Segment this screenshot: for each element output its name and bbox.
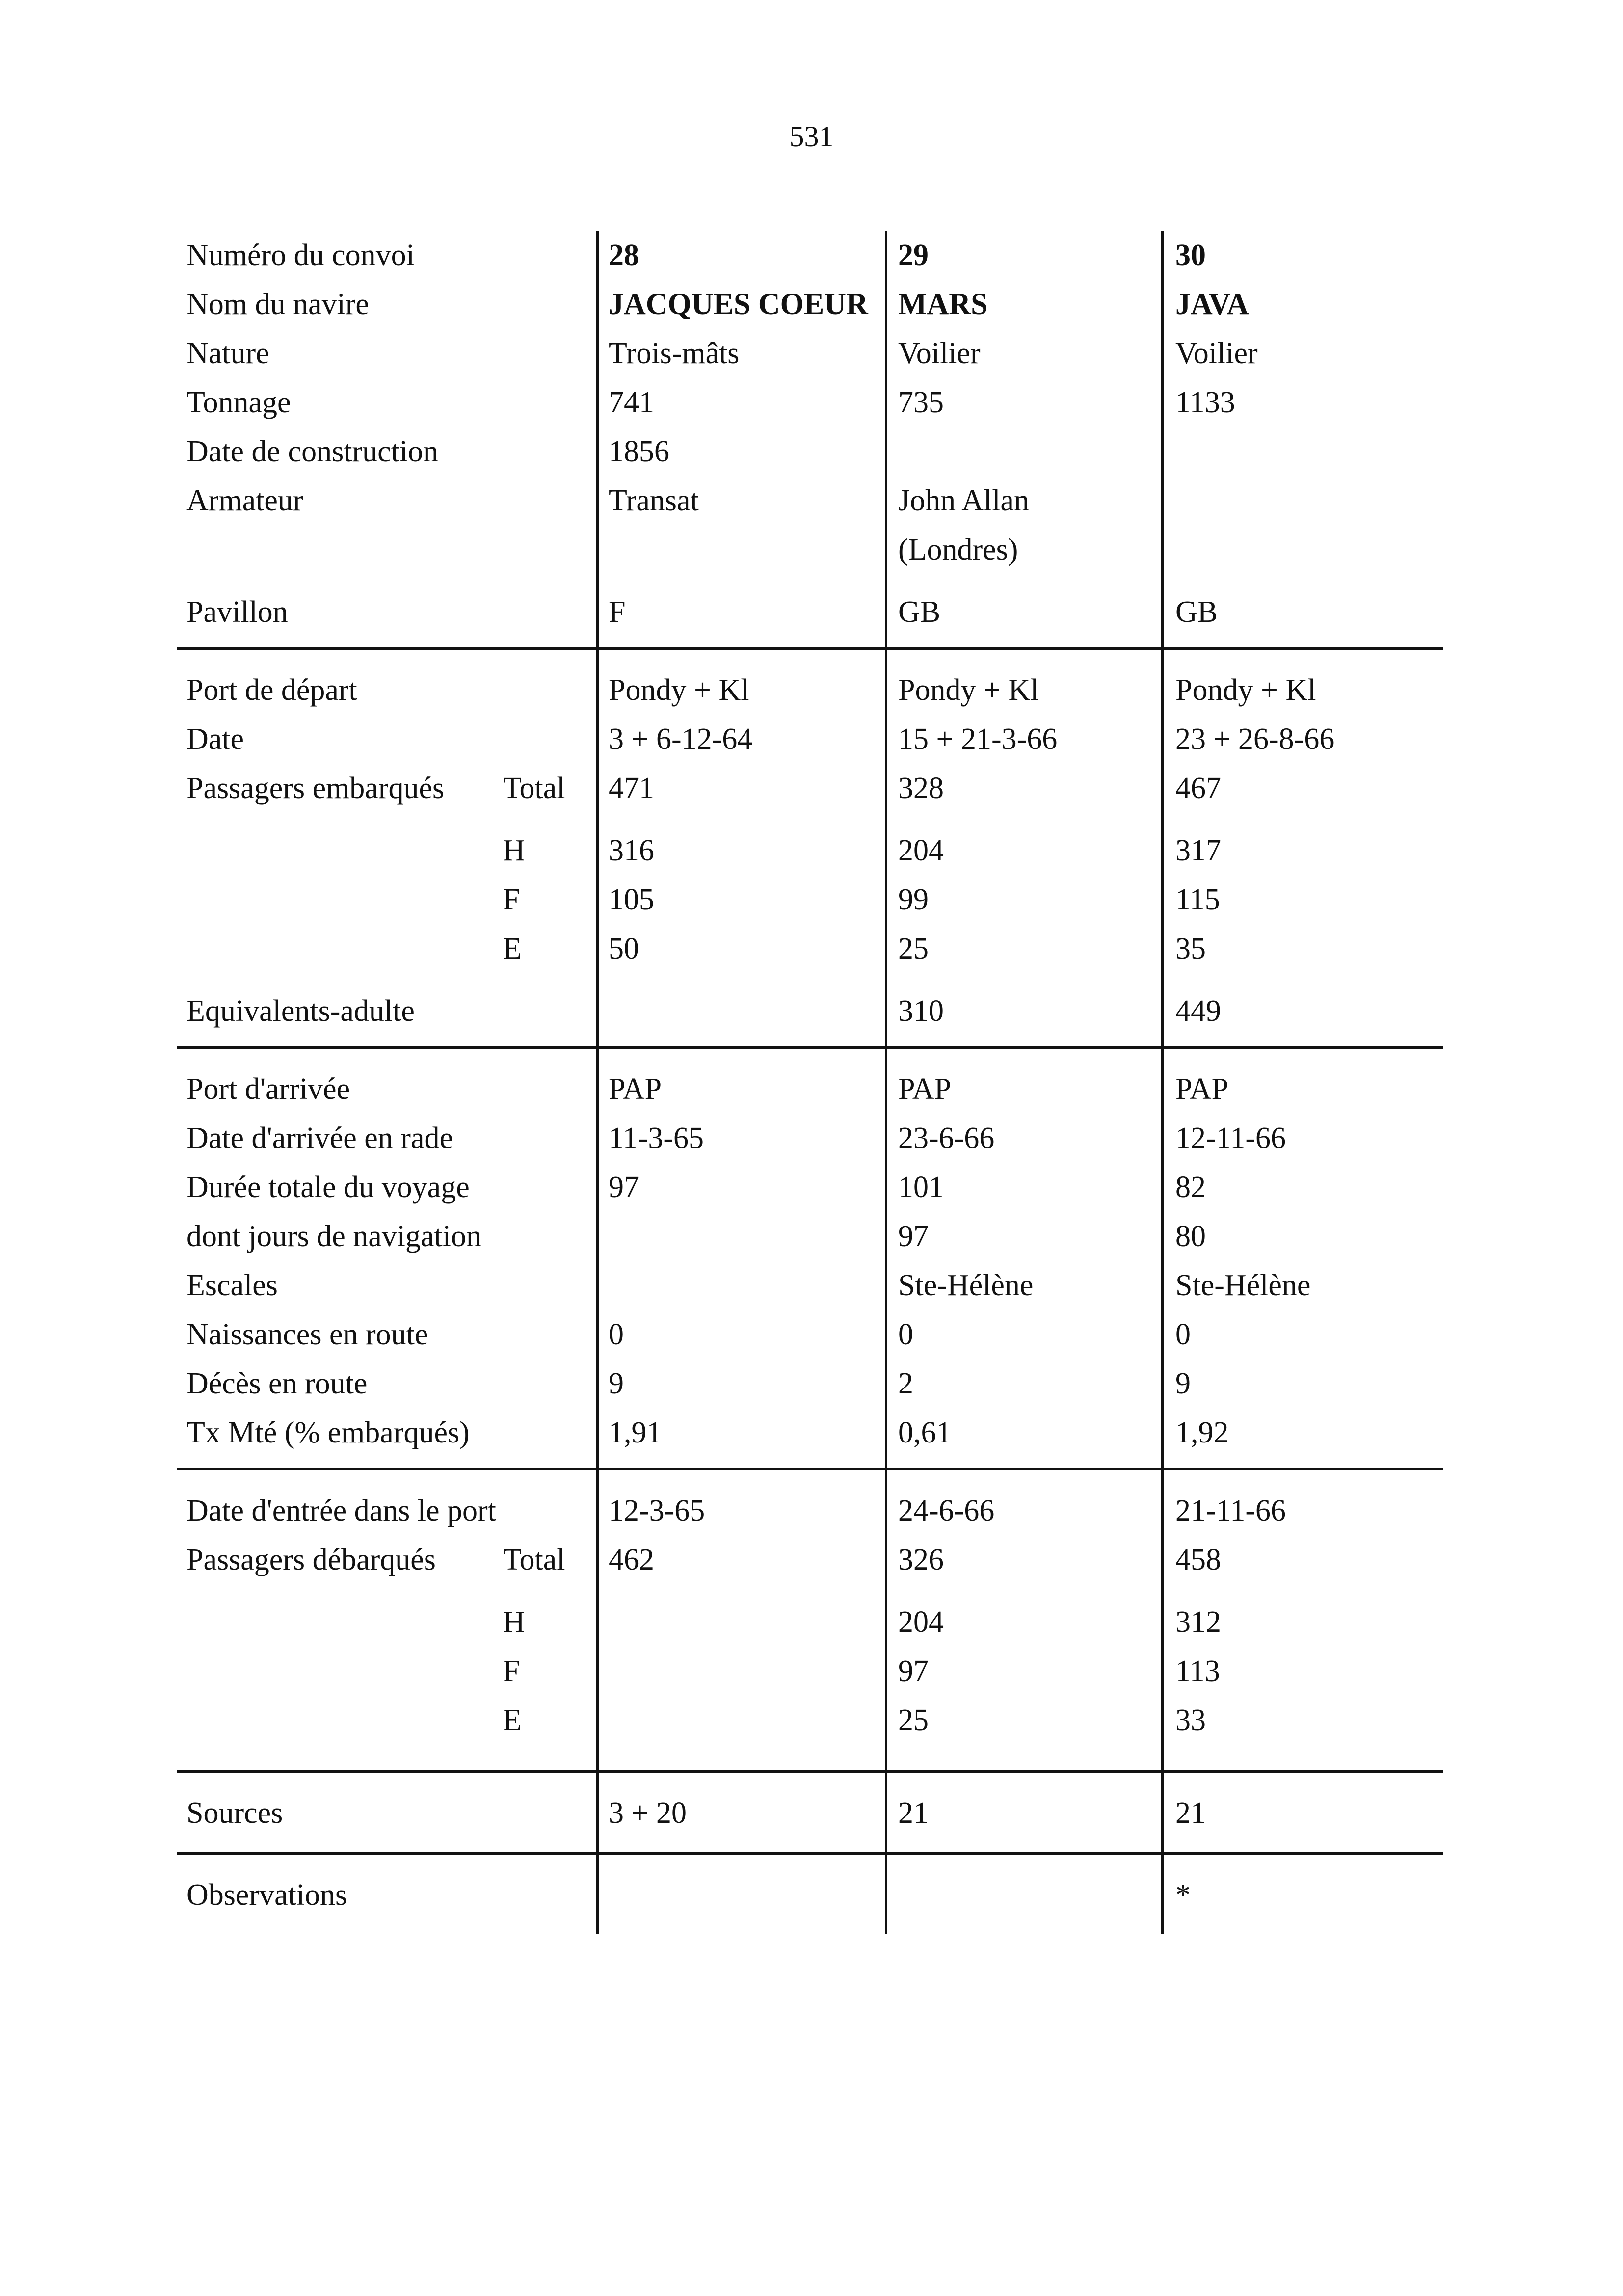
construction-date-row — [177, 427, 1443, 476]
sub-label: E — [503, 932, 522, 965]
ship-name-cell: MARS — [898, 288, 988, 321]
convoy-number-cell: 29 — [898, 239, 929, 272]
observations-row — [177, 1870, 1443, 1920]
births-cell: 0 — [898, 1318, 913, 1351]
sub-label: H — [503, 834, 525, 867]
convoy-ledger-table — [177, 231, 1443, 1934]
embarked-women-cell: 99 — [898, 883, 929, 916]
births-cell: 0 — [1175, 1318, 1191, 1351]
owner-cell: John Allan — [898, 484, 1029, 517]
stops-row — [177, 1261, 1443, 1310]
departure-section — [177, 647, 1443, 1046]
convoy-number-row — [177, 231, 1443, 280]
row-label: dont jours de navigation — [186, 1220, 481, 1253]
port-entry-date-row — [177, 1486, 1443, 1535]
arrival-date-cell: 12-11-66 — [1175, 1121, 1286, 1155]
voyage-duration-cell: 97 — [609, 1171, 639, 1204]
row-label: Nature — [186, 337, 269, 370]
sources-section — [177, 1770, 1443, 1852]
voyage-section — [177, 1046, 1443, 1468]
embarked-men-row — [177, 826, 1443, 875]
nature-cell: Voilier — [1175, 337, 1258, 370]
embarked-total-row — [177, 764, 1443, 813]
mortality-rate-cell: 1,92 — [1175, 1416, 1229, 1449]
row-label: Durée totale du voyage — [186, 1171, 470, 1204]
mortality-rate-row — [177, 1408, 1443, 1457]
stops-cell: Ste-Hélène — [898, 1269, 1034, 1302]
sub-label: E — [503, 1704, 522, 1737]
embarked-children-cell: 35 — [1175, 932, 1206, 965]
ship-name-cell: JAVA — [1175, 288, 1249, 321]
row-label: Naissances en route — [186, 1318, 428, 1351]
embarked-total-cell: 328 — [898, 772, 944, 805]
flag-row — [177, 587, 1443, 637]
arrival-port-cell: PAP — [898, 1072, 952, 1106]
convoy-number-cell: 30 — [1175, 239, 1206, 272]
embarked-total-cell: 471 — [609, 772, 654, 805]
embarked-men-cell: 204 — [898, 834, 944, 867]
departure-port-cell: Pondy + Kl — [609, 673, 749, 707]
sub-label: Total — [503, 1543, 565, 1576]
departure-port-cell: Pondy + Kl — [898, 673, 1039, 707]
sub-label: F — [503, 1655, 520, 1688]
sources-cell: 21 — [898, 1796, 929, 1830]
adult-equivalents-row — [177, 987, 1443, 1036]
embarked-women-row — [177, 875, 1443, 924]
tonnage-cell: 1133 — [1175, 386, 1235, 419]
tonnage-cell: 741 — [609, 386, 654, 419]
sources-row — [177, 1789, 1443, 1838]
port-entry-date-cell: 12-3-65 — [609, 1494, 705, 1527]
departure-date-cell: 23 + 26-8-66 — [1175, 722, 1335, 756]
mortality-rate-cell: 0,61 — [898, 1416, 952, 1449]
deaths-cell: 2 — [898, 1367, 913, 1400]
tonnage-row — [177, 378, 1443, 427]
landed-women-cell: 97 — [898, 1655, 929, 1688]
owner-row — [177, 476, 1443, 525]
landed-children-row — [177, 1696, 1443, 1745]
embarked-children-cell: 50 — [609, 932, 639, 965]
sailing-days-row — [177, 1212, 1443, 1261]
nature-cell: Trois-mâts — [609, 337, 740, 370]
sub-label: Total — [503, 772, 565, 805]
page-number: 531 — [789, 120, 834, 153]
row-label: Décès en route — [186, 1367, 368, 1400]
nature-cell: Voilier — [898, 337, 981, 370]
row-label: Armateur — [186, 484, 303, 517]
row-label: Equivalents-adulte — [186, 994, 415, 1028]
row-label: Date d'entrée dans le port — [186, 1494, 496, 1527]
mortality-rate-cell: 1,91 — [609, 1416, 662, 1449]
embarked-women-cell: 115 — [1175, 883, 1220, 916]
ship-identity-section — [177, 231, 1443, 647]
ship-name-cell: JACQUES COEUR — [609, 288, 868, 321]
landing-section — [177, 1468, 1443, 1770]
landed-total-cell: 458 — [1175, 1543, 1221, 1576]
arrival-port-cell: PAP — [609, 1072, 662, 1106]
port-entry-date-cell: 21-11-66 — [1175, 1494, 1286, 1527]
departure-date-cell: 3 + 6-12-64 — [609, 722, 753, 756]
arrival-date-row — [177, 1114, 1443, 1163]
nature-row — [177, 329, 1443, 378]
stops-cell: Ste-Hélène — [1175, 1269, 1311, 1302]
departure-date-cell: 15 + 21-3-66 — [898, 722, 1058, 756]
landed-women-row — [177, 1647, 1443, 1696]
owner-cell: (Londres) — [898, 533, 1018, 566]
flag-cell: F — [609, 595, 626, 629]
embarked-men-cell: 316 — [609, 834, 654, 867]
sources-cell: 3 + 20 — [609, 1796, 687, 1830]
voyage-duration-cell: 82 — [1175, 1171, 1206, 1204]
observations-cell: * — [1175, 1878, 1191, 1912]
departure-port-row — [177, 666, 1443, 715]
flag-cell: GB — [898, 595, 941, 629]
sailing-days-cell: 97 — [898, 1220, 929, 1253]
row-label: Tx Mté (% embarqués) — [186, 1416, 470, 1449]
embarked-children-row — [177, 924, 1443, 973]
deaths-cell: 9 — [609, 1367, 624, 1400]
landed-men-cell: 204 — [898, 1605, 944, 1639]
landed-total-row — [177, 1535, 1443, 1584]
embarked-women-cell: 105 — [609, 883, 654, 916]
owner-cell: Transat — [609, 484, 699, 517]
tonnage-cell: 735 — [898, 386, 944, 419]
embarked-children-cell: 25 — [898, 932, 929, 965]
births-row — [177, 1310, 1443, 1359]
row-label: Escales — [186, 1269, 278, 1302]
landed-women-cell: 113 — [1175, 1655, 1220, 1688]
ship-name-row — [177, 280, 1443, 329]
landed-children-cell: 25 — [898, 1704, 929, 1737]
arrival-date-cell: 23-6-66 — [898, 1121, 995, 1155]
port-entry-date-cell: 24-6-66 — [898, 1494, 995, 1527]
row-label: Port d'arrivée — [186, 1072, 350, 1106]
deaths-cell: 9 — [1175, 1367, 1191, 1400]
row-label: Passagers débarqués — [186, 1543, 436, 1576]
observations-section — [177, 1852, 1443, 1934]
row-label: Tonnage — [186, 386, 291, 419]
landed-total-cell: 462 — [609, 1543, 654, 1576]
row-label: Sources — [186, 1796, 283, 1830]
sources-cell: 21 — [1175, 1796, 1206, 1830]
sub-label: F — [503, 883, 520, 916]
arrival-port-row — [177, 1065, 1443, 1114]
flag-cell: GB — [1175, 595, 1218, 629]
row-label: Passagers embarqués — [186, 772, 445, 805]
landed-men-row — [177, 1598, 1443, 1647]
departure-date-row — [177, 715, 1443, 764]
embarked-men-cell: 317 — [1175, 834, 1221, 867]
row-label: Date — [186, 722, 244, 756]
landed-children-cell: 33 — [1175, 1704, 1206, 1737]
landed-men-cell: 312 — [1175, 1605, 1221, 1639]
adult-equivalents-cell: 449 — [1175, 994, 1221, 1028]
sub-label: H — [503, 1605, 525, 1639]
row-label: Numéro du convoi — [186, 239, 415, 272]
row-label: Date d'arrivée en rade — [186, 1121, 453, 1155]
voyage-duration-row — [177, 1163, 1443, 1212]
construction-date-cell: 1856 — [609, 435, 669, 468]
row-label: Port de départ — [186, 673, 357, 707]
deaths-row — [177, 1359, 1443, 1408]
landed-total-cell: 326 — [898, 1543, 944, 1576]
row-label: Nom du navire — [186, 288, 369, 321]
convoy-number-cell: 28 — [609, 239, 639, 272]
arrival-date-cell: 11-3-65 — [609, 1121, 704, 1155]
row-label: Observations — [186, 1878, 347, 1912]
sailing-days-cell: 80 — [1175, 1220, 1206, 1253]
arrival-port-cell: PAP — [1175, 1072, 1229, 1106]
departure-port-cell: Pondy + Kl — [1175, 673, 1316, 707]
voyage-duration-cell: 101 — [898, 1171, 944, 1204]
row-label: Pavillon — [186, 595, 288, 629]
embarked-total-cell: 467 — [1175, 772, 1221, 805]
row-label: Date de construction — [186, 435, 439, 468]
adult-equivalents-cell: 310 — [898, 994, 944, 1028]
owner-continuation-row — [177, 525, 1443, 574]
births-cell: 0 — [609, 1318, 624, 1351]
